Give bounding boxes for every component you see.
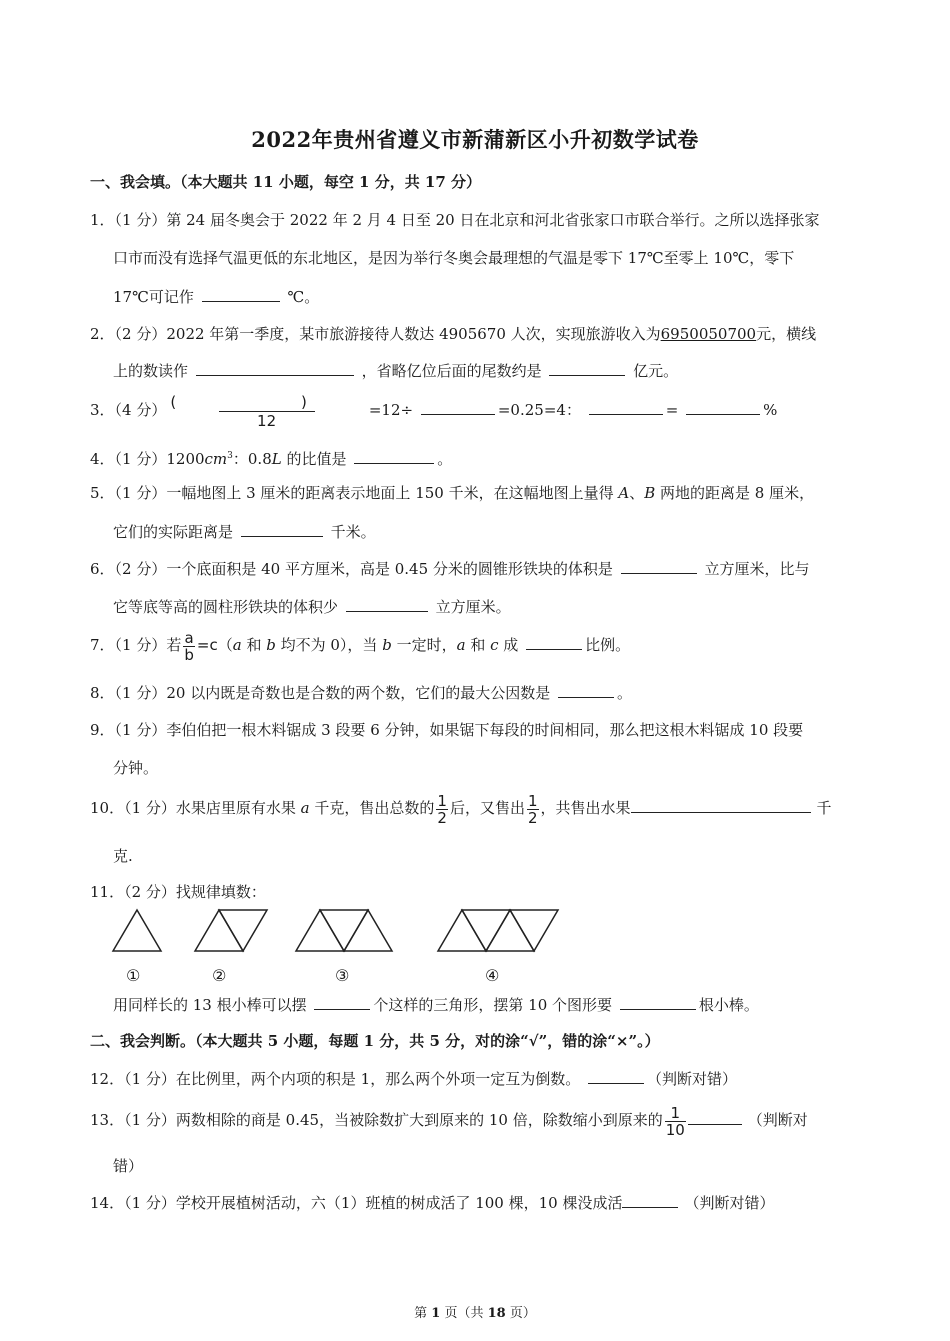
q4-sup: 3 xyxy=(227,451,233,461)
q3-line xyxy=(90,392,777,430)
q5-text-end: 两地的距离是 8 厘米， xyxy=(655,484,815,502)
q6-text: 6．（2 分）一个底面积是 40 平方厘米，高是 0.45 分米的圆锥形铁块的体积是 xyxy=(90,560,613,578)
q11-line-2 xyxy=(113,994,759,1015)
q10-t4: ，共售出水果 xyxy=(540,799,631,817)
q4-unit-cm: cm xyxy=(204,450,228,468)
q2-blank-2[interactable] xyxy=(549,360,625,376)
figure-2-triangles xyxy=(195,910,267,951)
figure-4-triangles xyxy=(438,910,558,951)
q10-t3: 后，又售出 xyxy=(449,799,525,817)
q10-line-1 xyxy=(90,786,832,830)
q13-line-2: 错） xyxy=(113,1157,144,1175)
q3-text-a: =12÷ xyxy=(368,401,414,419)
figure-label-4: ④ xyxy=(485,966,500,985)
q11-line-1: 11．（2 分）找规律填数： xyxy=(90,883,266,901)
q7-t7: 比例。 xyxy=(585,636,631,654)
q8-end: 。 xyxy=(617,684,633,702)
q10-f2-num: 1 xyxy=(527,791,538,810)
q10-fraction-2 xyxy=(527,793,539,826)
q7-eq: =c xyxy=(196,636,218,654)
q14-text: 14．（1 分）学校开展植树活动，六（1）班植的树成活了 100 棵，10 棵没成活 xyxy=(90,1194,623,1212)
q7-var-c: c xyxy=(490,636,499,654)
q7-t4: 一定时， xyxy=(391,636,457,654)
triangle-pattern-figure xyxy=(108,905,568,957)
q13-fraction xyxy=(665,1105,686,1138)
q6-unit: 立方厘米。 xyxy=(435,598,511,616)
q8-answer-blank[interactable] xyxy=(558,682,614,698)
q3-fraction-den: 12 xyxy=(257,411,277,430)
q3-prefix: 3．（4 分） xyxy=(90,401,167,419)
q8-text: 8．（1 分）20 以内既是奇数也是合数的两个数，它们的最大公因数是 xyxy=(90,684,551,702)
q5-line-1 xyxy=(90,483,814,503)
q13-frac-num: 1 xyxy=(670,1103,681,1122)
q6-text-end: 立方厘米，比与 xyxy=(704,560,810,578)
figure-label-3: ③ xyxy=(335,966,350,985)
q6-text-2: 它等底等高的圆柱形铁块的体积少 xyxy=(113,598,339,616)
q2-underlined-number: 6950050700 xyxy=(660,325,757,343)
q9-line-1: 9．（1 分）李伯伯把一根木料锯成 3 段要 6 分钟，如果锯下每段的时间相同，那么把这根木料锯成 10 段要 xyxy=(90,721,804,739)
q13-frac-den: 10 xyxy=(665,1120,685,1139)
q10-line-2: 克. xyxy=(113,847,133,865)
q4-text-b: ：0.8 xyxy=(232,450,272,468)
q6-line-2 xyxy=(113,596,511,617)
q14-hint: （判断对错） xyxy=(684,1194,775,1212)
q12-answer-blank[interactable] xyxy=(588,1068,644,1084)
q7-var-a: a xyxy=(232,636,242,654)
q2-text: 2．（2 分）2022 年第一季度，某市旅游接待人数达 4905670 人次，实现旅游收入为 xyxy=(90,325,661,343)
footer-text-b: 页（共 xyxy=(440,1306,488,1321)
q6-line-1 xyxy=(90,558,810,579)
q3-text-b: =0.25=4： xyxy=(497,401,581,419)
q10-t2: 千克，售出总数的 xyxy=(309,799,435,817)
q2-blank-1[interactable] xyxy=(196,360,354,376)
q11-blank-1[interactable] xyxy=(314,994,370,1010)
q9-line-2: 分钟。 xyxy=(113,759,159,777)
footer-text-c: 页） xyxy=(505,1306,536,1321)
q5-answer-blank[interactable] xyxy=(241,521,323,537)
q2-text-3: ，省略亿位后面的尾数约是 xyxy=(361,362,542,380)
q3-text-c: = xyxy=(665,401,679,419)
q3-blank-1[interactable] xyxy=(421,399,495,415)
q5-unit: 千米。 xyxy=(330,523,376,541)
q11-text-3: 根小棒。 xyxy=(698,996,759,1014)
q2-text-end: 元，横线 xyxy=(756,325,817,343)
q7-t2: 和 xyxy=(241,636,267,654)
q11-text: 用同样长的 13 根小棒可以摆 xyxy=(113,996,307,1014)
q5-line-2 xyxy=(113,521,376,542)
q7-fraction xyxy=(183,630,195,663)
q10-answer-blank[interactable] xyxy=(631,797,811,813)
q3-blank-3[interactable] xyxy=(686,399,760,415)
q1-line-1: 1．（1 分）第 24 届冬奥会于 2022 年 2 月 4 日至 20 日在北京和河北省张家口市联合举行。之所以选择张家 xyxy=(90,211,820,229)
q2-text-2: 上的数读作 xyxy=(113,362,189,380)
q3-fraction-parens: ( ) xyxy=(170,392,367,411)
q7-text: 7．（1 分）若 xyxy=(90,636,182,654)
q1-answer-blank[interactable] xyxy=(202,286,280,302)
q7-t3: 均不为 0），当 xyxy=(275,636,383,654)
footer-text-a: 第 xyxy=(414,1306,432,1321)
q10-text: 10．（1 分）水果店里原有水果 xyxy=(90,799,301,817)
q11-blank-2[interactable] xyxy=(620,994,696,1010)
q3-text-d: % xyxy=(763,401,778,419)
q3-fraction xyxy=(166,393,366,430)
figure-label-2: ② xyxy=(212,966,227,985)
q5-var-a: A xyxy=(618,484,630,502)
q10-f2-den: 2 xyxy=(527,808,538,827)
q5-text: 5．（1 分）一幅地图上 3 厘米的距离表示地面上 150 千米，在这幅地图上量得 xyxy=(90,484,619,502)
footer-page-number: 1 xyxy=(431,1306,441,1321)
q5-var-b: B xyxy=(644,484,656,502)
q7-answer-blank[interactable] xyxy=(526,634,582,650)
q12-hint: （判断对错） xyxy=(647,1070,738,1088)
q4-unit-l: L xyxy=(271,450,282,468)
footer-total-pages: 18 xyxy=(487,1306,506,1321)
q10-t5: 千 xyxy=(816,799,832,817)
q1-line-3 xyxy=(113,286,319,307)
q8-line xyxy=(90,682,632,703)
q7-frac-den: b xyxy=(184,645,194,664)
q5-text-2: 它们的实际距离是 xyxy=(113,523,234,541)
q4-text: 4．（1 分）1200 xyxy=(90,450,205,468)
q4-line xyxy=(90,446,452,469)
q7-t5: 和 xyxy=(465,636,491,654)
q10-fraction-1 xyxy=(436,793,448,826)
q10-f1-den: 2 xyxy=(437,808,447,827)
q4-text-d: 。 xyxy=(437,450,453,468)
q2-line-1 xyxy=(90,324,816,344)
q1-line-2: 口市而没有选择气温更低的东北地区，是因为举行冬奥会最理想的气温是零下 17℃至零上 10℃，零下 xyxy=(113,249,795,267)
q5-sep: 、 xyxy=(629,484,645,502)
q2-line-2 xyxy=(113,360,678,381)
q6-blank-2[interactable] xyxy=(346,596,428,612)
q3-blank-2[interactable] xyxy=(589,399,663,415)
q12-text: 12．（1 分）在比例里，两个内项的积是 1，那么两个外项一定互为倒数。 xyxy=(90,1070,581,1088)
q13-hint: （判断对 xyxy=(747,1111,808,1129)
q11-text-2: 个这样的三角形，摆第 10 个图形要 xyxy=(373,996,613,1014)
figure-3-triangles xyxy=(296,910,392,951)
q4-answer-blank[interactable] xyxy=(354,448,434,464)
q14-answer-blank[interactable] xyxy=(622,1192,678,1208)
q7-var-a2: a xyxy=(456,636,466,654)
q7-t1: （ xyxy=(217,636,233,654)
q14-line xyxy=(90,1192,774,1213)
q7-var-b2: b xyxy=(382,636,392,654)
q13-line-1 xyxy=(90,1098,808,1142)
q7-frac-num: a xyxy=(184,628,194,647)
q6-blank-1[interactable] xyxy=(621,558,697,574)
page-footer xyxy=(0,1302,950,1321)
section-2-heading: 二、我会判断。（本大题共 5 小题，每题 1 分，共 5 分，对的涂“√”，错的涂“×”。） xyxy=(90,1032,660,1050)
q10-var-a: a xyxy=(300,799,310,817)
figure-1-triangle xyxy=(113,910,161,951)
q1-unit: ℃。 xyxy=(287,288,320,306)
q13-text: 13．（1 分）两数相除的商是 0.45，当被除数扩大到原来的 10 倍，除数缩小到原来的 xyxy=(90,1111,663,1129)
q7-line xyxy=(90,626,630,664)
figure-label-1: ① xyxy=(126,966,141,985)
q12-line xyxy=(90,1068,737,1089)
section-1-heading: 一、我会填。（本大题共 11 小题，每空 1 分，共 17 分） xyxy=(90,173,482,191)
q4-text-c: 的比值是 xyxy=(281,450,347,468)
page-title: 2022年贵州省遵义市新蒲新区小升初数学试卷 xyxy=(251,127,699,152)
q10-f1-num: 1 xyxy=(437,791,447,810)
q2-text-4: 亿元。 xyxy=(633,362,679,380)
q7-var-b: b xyxy=(266,636,276,654)
q13-answer-blank[interactable] xyxy=(688,1109,742,1125)
q7-t6: 成 xyxy=(498,636,519,654)
q1-text: 17℃可记作 xyxy=(113,288,194,306)
